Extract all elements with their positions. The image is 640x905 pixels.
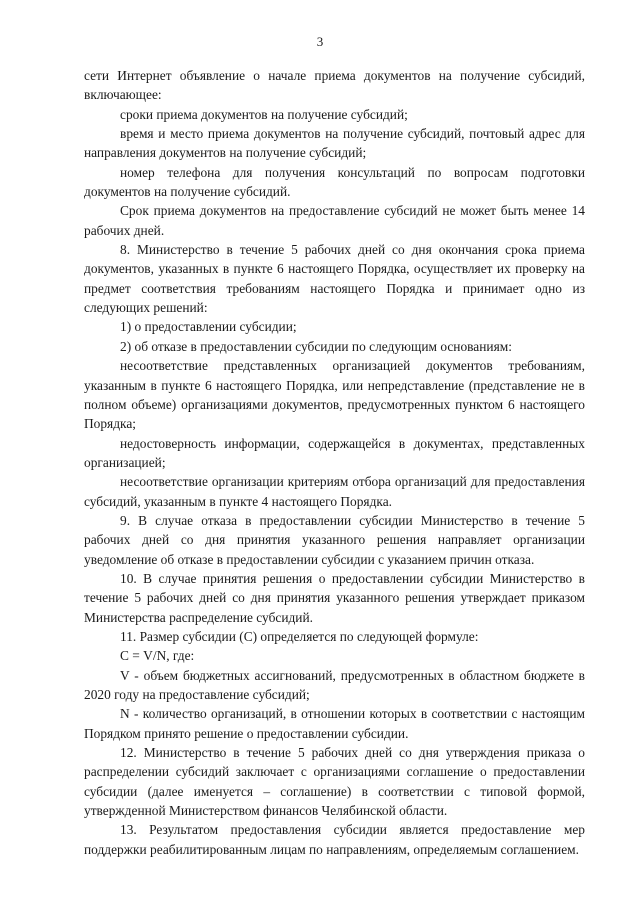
paragraph-12: 10. В случае принятия решения о предоставлении субсидии Министерство в течение 5 рабочих дней со дня принятия указанного решения утверждает приказом Министерства распределение субсидий.: [84, 570, 585, 625]
paragraph-17: 12. Министерство в течение 5 рабочих дней со дня утверждения приказа о распределении субсидий заключает с организациями соглашение о предоставлении субсидии (далее именуется – соглашение) в соответствии с типовой формой, утвержденной Министерством финансов Челябинской области.: [84, 745, 585, 819]
paragraph-10: несоответствие организации критериям отбора организаций для предоставления субсидий, указанным в пункте 4 настоящего Порядка.: [84, 474, 585, 509]
paragraph-1: сроки приема документов на получение субсидий;: [120, 106, 408, 122]
paragraph-11: 9. В случае отказа в предоставлении субсидии Министерство в течение 5 рабочих дней со дня принятия указанного решения направляет организации уведомление об отказе в предоставлении субсидии с указанием причин отказа.: [84, 512, 585, 567]
page-number: 3: [316, 34, 324, 49]
paragraph-2: время и место приема документов на получение субсидий, почтовый адрес для направления документов на получение субсидий;: [84, 126, 585, 161]
paragraph-0: сети Интернет объявление о начале приема документов на получение субсидий, включающее:: [84, 68, 585, 103]
paragraph-8: несоответствие представленных организацией документов требованиям, указанным в пункте 6 настоящего Порядка, или непредставление (представление не в полном объеме) организациями документов, предусмотренных пунктом 6 настоящего Порядка;: [84, 358, 585, 432]
paragraph-18: 13. Результатом предоставления субсидии является предоставление мер поддержки реабилитированным лицам по направлениям, определяемым соглашением.: [84, 822, 585, 857]
paragraph-5: 8. Министерство в течение 5 рабочих дней со дня окончания срока приема документов, указанных в пункте 6 настоящего Порядка, осуществляет их проверку на предмет соответствия требованиям настоящего Порядка и принимает одно из следующих решений:: [84, 242, 585, 316]
paragraph-4: Срок приема документов на предоставление субсидий не может быть менее 14 рабочих дней.: [84, 203, 585, 238]
paragraph-3: номер телефона для получения консультаций по вопросам подготовки документов на получение субсидий.: [84, 164, 585, 200]
paragraph-15: V - объем бюджетных ассигнований, предусмотренных в областном бюджете в 2020 году на предоставление субсидий;: [84, 667, 585, 702]
paragraph-16: N - количество организаций, в отношении которых в соответствии с настоящим Порядком принято решение о предоставлении субсидии.: [84, 706, 585, 741]
paragraph-7: 2) об отказе в предоставлении субсидии по следующим основаниям:: [120, 338, 512, 354]
formula: С = V/N, где:: [120, 648, 195, 664]
paragraph-6: 1) о предоставлении субсидии;: [120, 319, 297, 335]
document-body: [84, 66, 585, 859]
paragraph-13: 11. Размер субсидии (С) определяется по следующей формуле:: [120, 628, 479, 644]
paragraph-9: недостоверность информации, содержащейся в документах, представленных организацией;: [84, 435, 585, 470]
